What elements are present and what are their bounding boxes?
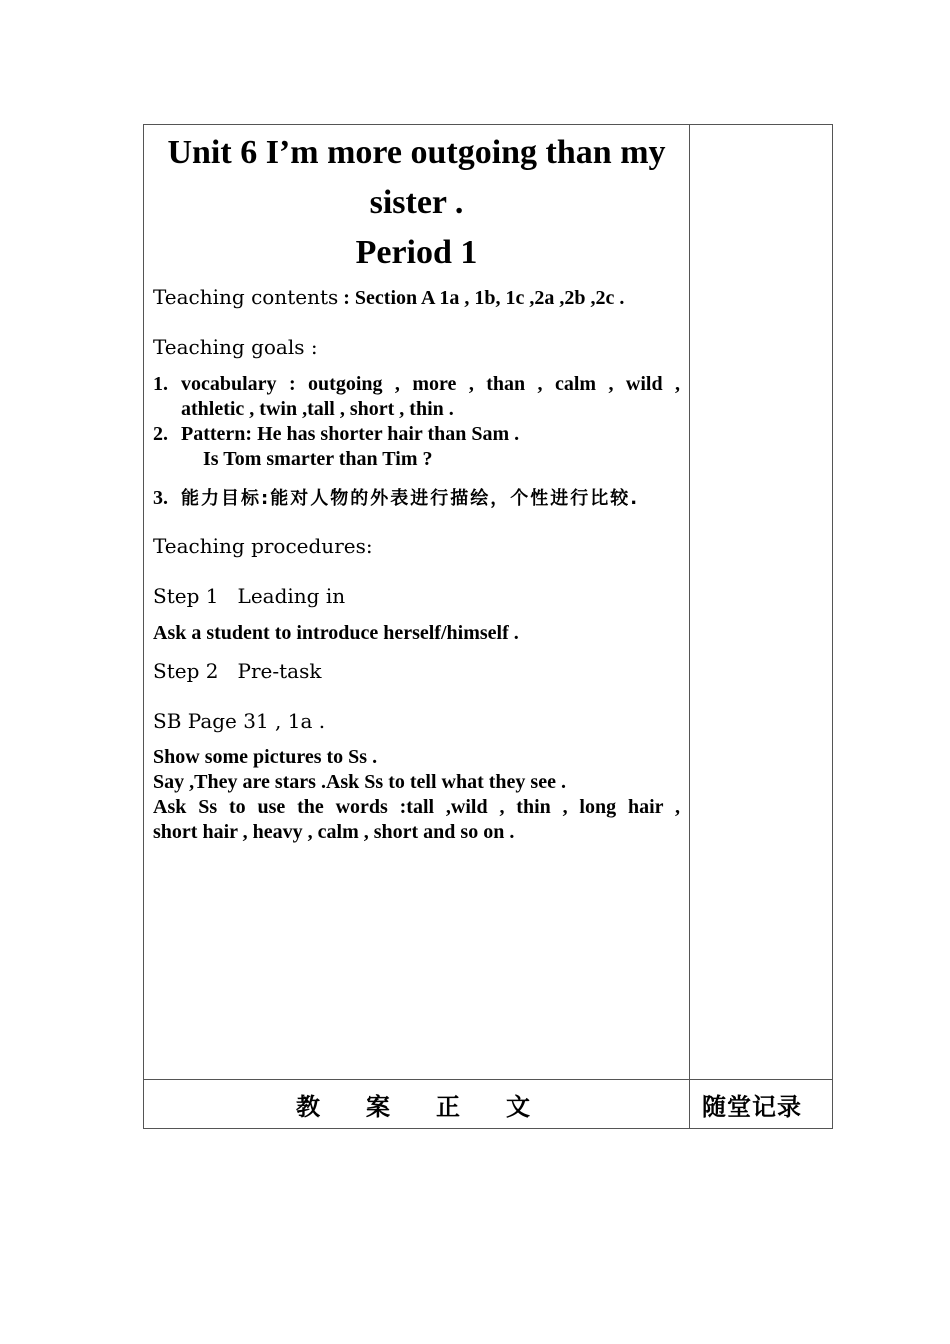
title-line-2: sister .	[369, 184, 464, 221]
column-divider	[689, 124, 690, 1129]
goal-1-number: 1.	[153, 373, 168, 395]
step-2-reference: SB Page 31 , 1a .	[153, 709, 326, 733]
footer-main-label	[296, 1080, 530, 1129]
step-1-heading: Step 1 Leading in	[153, 584, 346, 608]
goal-1-line-2: athletic , twin ,tall , short , thin .	[181, 398, 454, 420]
step-2-line-2: Say ,They are stars .Ask Ss to tell what they see .	[153, 771, 566, 793]
teaching-contents-sep: :	[338, 287, 355, 309]
goal-3-number: 3.	[153, 487, 168, 509]
teaching-contents	[153, 285, 624, 310]
footer-main-char-4: 文	[506, 1093, 530, 1121]
goal-1-line-1: vocabulary : outgoing , more , than , calm , wild ,	[181, 373, 680, 395]
title-line-1: Unit 6 I’m more outgoing than my	[167, 134, 666, 171]
title-line-3: Period 1	[355, 234, 478, 271]
goal-2-number: 2.	[153, 423, 168, 445]
teaching-contents-value: Section A 1a , 1b, 1c ,2a ,2b ,2c .	[354, 287, 625, 309]
footer-main-char-1: 教	[296, 1093, 320, 1121]
step-2-line-3: Ask Ss to use the words :tall ,wild , thin , long hair ,	[153, 796, 680, 818]
page-title	[153, 128, 680, 278]
step-2-line-4: short hair , heavy , calm , short and so on .	[153, 821, 515, 843]
goal-item-1	[153, 373, 680, 396]
footer-main-char-3: 正	[436, 1093, 460, 1121]
goal-3-line-1: 能力目标:能对人物的外表进行描绘，个性进行比较.	[181, 488, 640, 509]
teaching-procedures-label: Teaching procedures:	[153, 534, 373, 558]
goal-item-2	[153, 423, 519, 446]
goal-2-line-1: Pattern: He has shorter hair than Sam .	[181, 423, 520, 445]
footer-side-label: 随堂记录	[702, 1093, 802, 1121]
teaching-goals-label: Teaching goals :	[153, 335, 318, 359]
goal-item-3	[153, 484, 639, 510]
footer-main-char-2: 案	[366, 1093, 390, 1121]
teaching-contents-label: Teaching contents	[153, 285, 339, 309]
step-1-text: Ask a student to introduce herself/himself .	[153, 622, 519, 644]
goal-2-line-2: Is Tom smarter than Tim ?	[203, 448, 433, 470]
step-2-heading: Step 2 Pre-task	[153, 659, 322, 683]
step-2-line-1: Show some pictures to Ss .	[153, 746, 378, 768]
main-column	[153, 128, 680, 843]
